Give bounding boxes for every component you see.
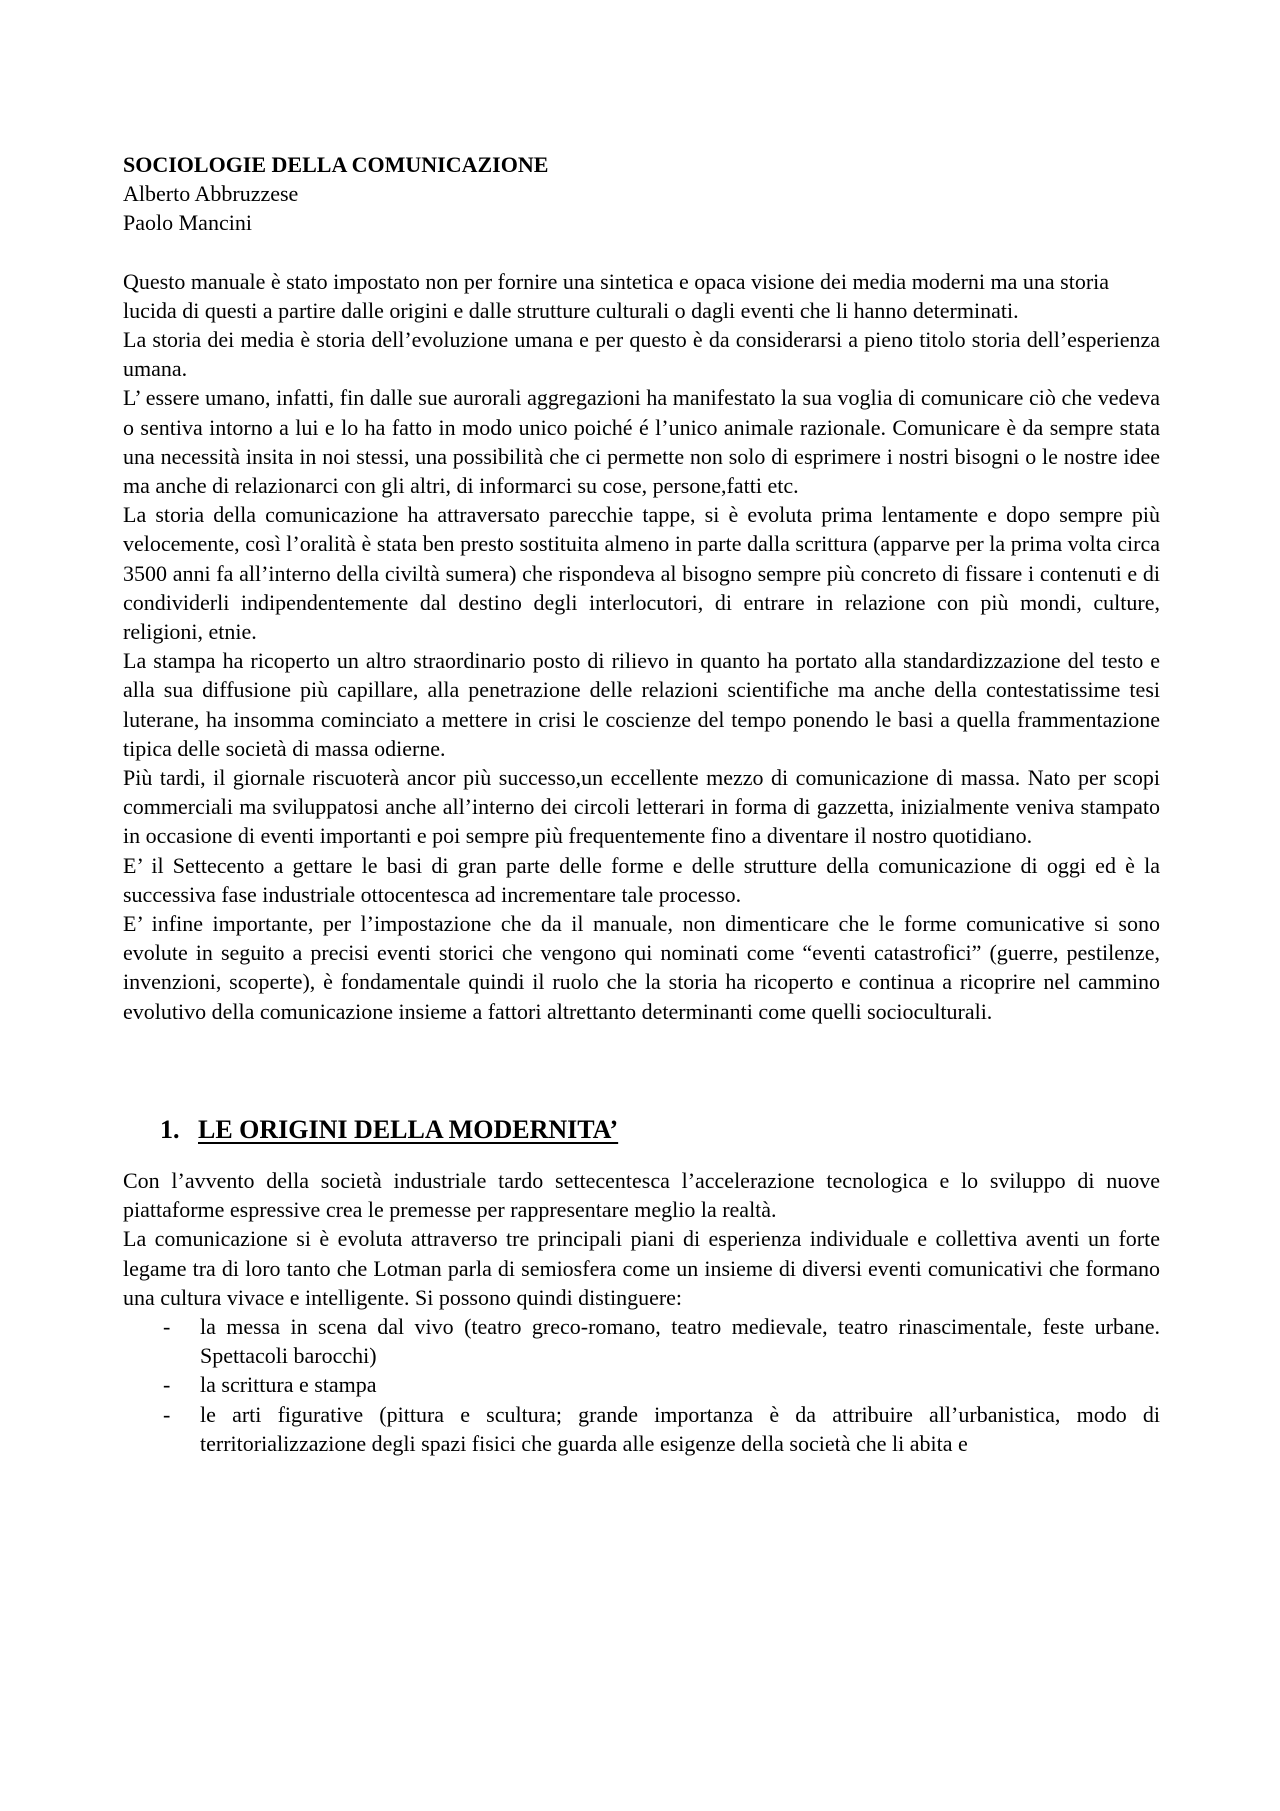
dash-bullet: - [163, 1313, 171, 1339]
intro-paragraph: E’ infine importante, per l’impostazione che da il manuale, non dimenticare che le forme comunicative si sono evolute in seguito a precisi eventi storici che vengono qui nominati come “eventi catastrofici” (guerre, pestilenze, invenzioni, scoperte), è fondamentale quindi il ruolo che la storia ha ricoperto e continua a ricoprire nel cammino evolutivo della comunicazione insieme a fattori altrettanto determinanti come quelli socioculturali. [123, 911, 1160, 1024]
intro-paragraph: E’ il Settecento a gettare le basi di gran parte delle forme e delle strutture della comunicazione di oggi ed è la successiva fase industriale ottocentesca ad incrementare tale processo. [123, 852, 1160, 907]
list-item [123, 1312, 1160, 1370]
dash-bullet: - [163, 1401, 171, 1427]
list-item-text: la scrittura e stampa [200, 1372, 377, 1398]
document-title: SOCIOLOGIE DELLA COMUNICAZIONE [123, 152, 549, 177]
section-title: LE ORIGINI DELLA MODERNITA’ [198, 1114, 619, 1144]
section-paragraph: Con l’avvento della società industriale tardo settecentesca l’accelerazione tecnologica e lo sviluppo di nuove piattaforme espressive crea le premesse per rappresentare meglio la realtà. [123, 1167, 1160, 1223]
document-page [123, 150, 1160, 1458]
list-item [123, 1370, 1160, 1399]
section-heading [123, 1114, 1160, 1146]
section-paragraph: La comunicazione si è evoluta attraverso tre principali piani di esperienza individuale e collettiva aventi un forte legame tra di loro tanto che Lotman parla di semiosfera come un insieme di diversi eventi comunicativi che formano una cultura vivace e intelligente. Si possono quindi distinguere: [123, 1226, 1160, 1310]
list-item-text: le arti figurative (pittura e scultura; grande importanza è da attribuire all’urbanistica, modo di territorializzazione degli spazi fisici che guarda alle esigenze della società che li abita e [200, 1401, 1160, 1456]
dash-bullet: - [163, 1372, 171, 1398]
author-name: Alberto Abbruzzese [123, 181, 299, 207]
dash-list [123, 1312, 1160, 1458]
intro-paragraph: La storia dei media è storia dell’evoluzione umana e per questo è da considerarsi a pieno titolo storia dell’esperienza umana. [123, 327, 1160, 382]
intro-paragraph: L’ essere umano, infatti, fin dalle sue aurorali aggregazioni ha manifestato la sua voglia di comunicare ciò che vedeva o sentiva intorno a lui e lo ha fatto in modo unico poiché é l’unico animale razionale. Comunicare è da sempre stata una necessità insita in noi stessi, una possibilità che ci permette non solo di esprimere i nostri bisogni o le nostre idee ma anche di relazionarci con gli altri, di informarci su cose, persone,fatti etc. [123, 385, 1160, 499]
intro-paragraph: Questo manuale è stato impostato non per fornire una sintetica e opaca visione dei media moderni ma una storia lucida di questi a partire dalle origini e dalle strutture culturali o dagli eventi che li hanno determinati. [123, 268, 1110, 323]
author-name: Paolo Mancini [123, 210, 252, 236]
intro-paragraph: Più tardi, il giornale riscuoterà ancor più successo,un eccellente mezzo di comunicazione di massa. Nato per scopi commerciali ma sviluppatosi anche all’interno dei circoli letterari in forma di gazzetta, inizialmente veniva stampato in occasione di eventi importanti e poi sempre più frequentemente fino a diventare il nostro quotidiano. [123, 765, 1160, 849]
spacer [123, 238, 1160, 267]
section-number: 1. [160, 1114, 180, 1144]
intro-paragraph: La storia della comunicazione ha attraversato parecchie tappe, si è evoluta prima lentamente e dopo sempre più velocemente, così l’oralità è stata ben presto sostituita almeno in parte dalla scrittura (apparve per la prima volta circa 3500 anni fa all’interno della civiltà sumera) che rispondeva al bisogno sempre più concreto di fissare i contenuti e di condividerli indipendentemente dal destino degli interlocutori, di entrare in relazione con più mondi, culture, religioni, etnie. [123, 502, 1160, 645]
intro-paragraph: La stampa ha ricoperto un altro straordinario posto di rilievo in quanto ha portato alla standardizzazione del testo e alla sua diffusione più capillare, alla penetrazione delle relazioni scientifiche ma anche della contestatissime tesi luterane, ha insomma cominciato a mettere in crisi le coscienze del tempo ponendo le basi a quella frammentazione tipica delle società di massa odierne. [123, 648, 1160, 761]
list-item [123, 1400, 1160, 1458]
list-item-text: la messa in scena dal vivo (teatro greco-romano, teatro medievale, teatro rinascimentale, feste urbane. Spettacoli barocchi) [200, 1313, 1160, 1369]
